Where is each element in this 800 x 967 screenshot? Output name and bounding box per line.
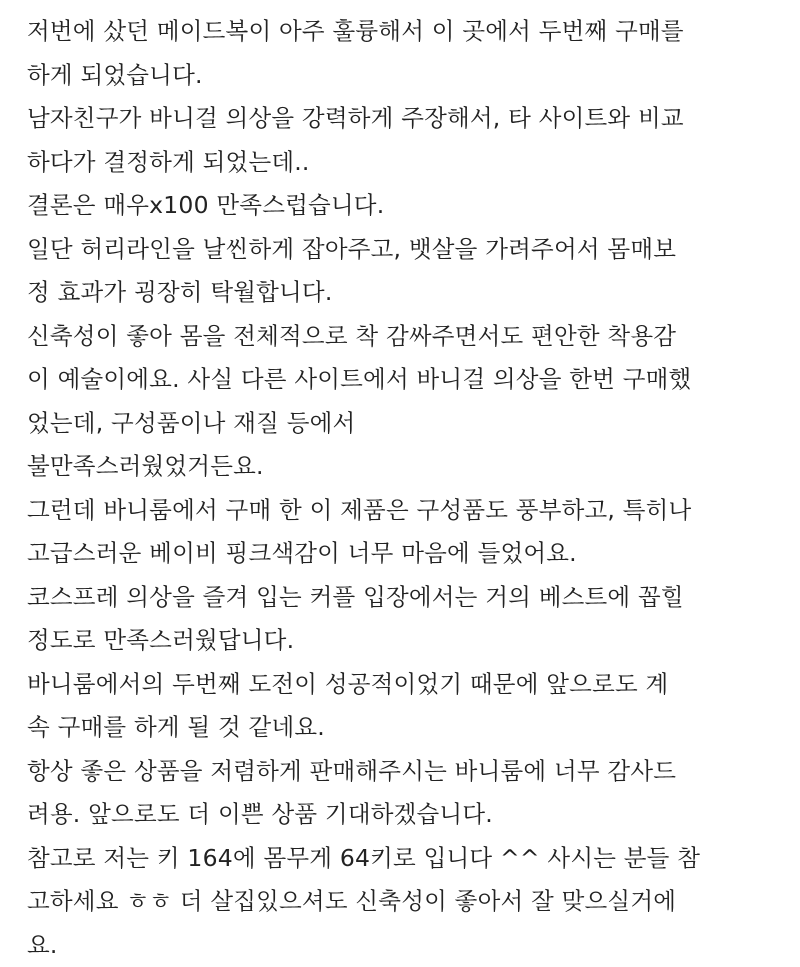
review-line: 이 예술이에요. 사실 다른 사이트에서 바니걸 의상을 한번 구매했 <box>27 358 787 402</box>
review-line: 속 구매를 하게 될 것 같네요. <box>27 706 787 750</box>
review-line: 요. <box>27 924 787 967</box>
review-line: 었는데, 구성품이나 재질 등에서 <box>27 402 787 446</box>
review-line: 결론은 매우x100 만족스럽습니다. <box>27 184 787 228</box>
review-line: 고하세요 ㅎㅎ 더 살집있으셔도 신축성이 좋아서 잘 맞으실거에 <box>27 880 787 924</box>
review-line: 고급스러운 베이비 핑크색감이 너무 마음에 들었어요. <box>27 532 787 576</box>
review-line: 정 효과가 굉장히 탁월합니다. <box>27 271 787 315</box>
review-line: 일단 허리라인을 날씬하게 잡아주고, 뱃살을 가려주어서 몸매보 <box>27 228 787 272</box>
review-line: 바니룸에서의 두번째 도전이 성공적이었기 때문에 앞으로도 계 <box>27 663 787 707</box>
review-line: 참고로 저는 키 164에 몸무게 64키로 입니다 ^^ 사시는 분들 참 <box>27 837 787 881</box>
review-line: 항상 좋은 상품을 저렴하게 판매해주시는 바니룸에 너무 감사드 <box>27 750 787 794</box>
review-line: 저번에 샀던 메이드복이 아주 훌륭해서 이 곳에서 두번째 구매를 <box>27 10 787 54</box>
review-line: 불만족스러웠었거든요. <box>27 445 787 489</box>
review-text <box>27 10 787 967</box>
review-line: 그런데 바니룸에서 구매 한 이 제품은 구성품도 풍부하고, 특히나 <box>27 489 787 533</box>
review-line: 코스프레 의상을 즐겨 입는 커플 입장에서는 거의 베스트에 꼽힐 <box>27 576 787 620</box>
review-line: 하다가 결정하게 되었는데.. <box>27 141 787 185</box>
review-line: 남자친구가 바니걸 의상을 강력하게 주장해서, 타 사이트와 비교 <box>27 97 787 141</box>
review-line: 정도로 만족스러웠답니다. <box>27 619 787 663</box>
review-line: 신축성이 좋아 몸을 전체적으로 착 감싸주면서도 편안한 착용감 <box>27 315 787 359</box>
review-line: 하게 되었습니다. <box>27 54 787 98</box>
review-line: 려용. 앞으로도 더 이쁜 상품 기대하겠습니다. <box>27 793 787 837</box>
